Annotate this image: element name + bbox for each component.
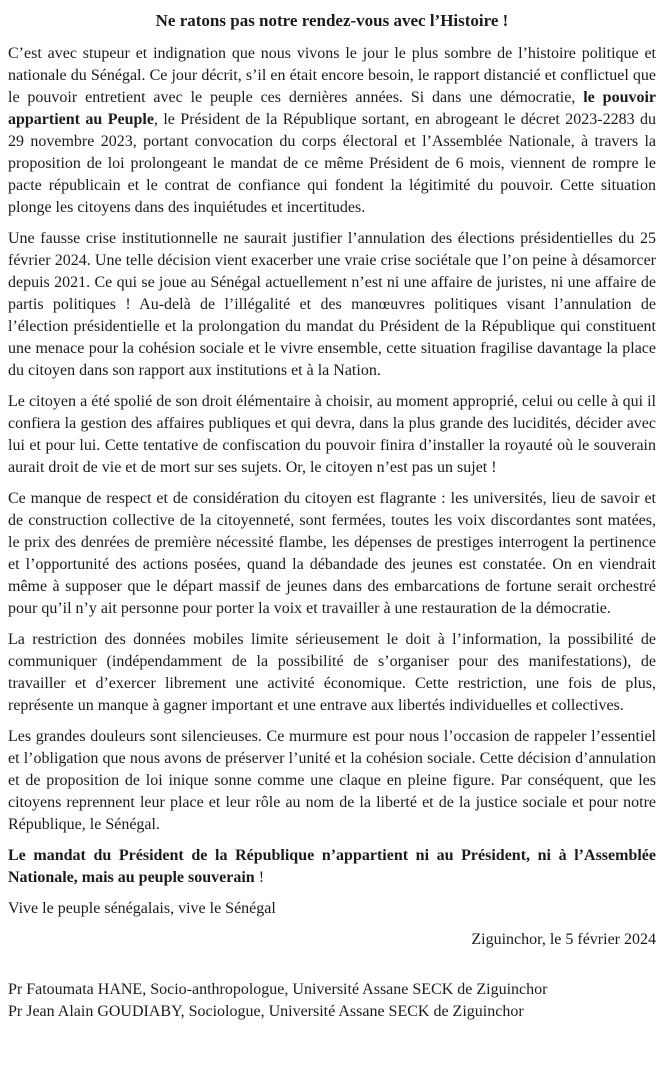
signature-line-1: Pr Fatoumata HANE, Socio-anthropologue, Université Assane SECK de Ziguinchor bbox=[8, 981, 548, 998]
bold-text-segment: Le mandat du Président de la République n’appartient ni au Président, ni à l’Assemblée Nationale, mais au peuple souverain bbox=[8, 847, 656, 886]
text-segment: Les grandes douleurs sont silencieuses. Ce murmure est pour nous l’occasion de rappeler l’essentiel et l’obligation que nous avons de préserver l’unité et la cohésion sociale. Cette décision d’annulation et de proposition de loi inique sonne comme une claque en pleine figure. Par conséquent, que les citoyens reprennent leur place et leur rôle au nom de la liberté et de la justice sociale et pour notre République, le Sénégal. bbox=[8, 728, 656, 833]
document-body bbox=[8, 43, 656, 889]
paragraph-7 bbox=[8, 845, 656, 889]
text-segment: Une fausse crise institutionnelle ne saurait justifier l’annulation des élections présidentielles du 25 février 2024. Une telle décision vient exacerber une vraie crise sociétale que l’on peine à désamorcer depuis 2021. Ce qui se joue au Sénégal actuellement n’est ni une affaire de juristes, ni une affaire de partis politiques ! Au-delà de l’illégalité et des manœuvres politiques visant l’annulation de l’élection présidentielle et la prolongation du mandat du Président de la République qui constituent une menace pour la cohésion sociale et le vivre ensemble, cette situation fragilise davantage la place du citoyen dans son rapport aux institutions et à la Nation. bbox=[8, 230, 656, 379]
signature-block bbox=[8, 979, 656, 1023]
document-title: Ne ratons pas notre rendez-vous avec l’Histoire ! bbox=[155, 11, 509, 30]
dateline: Ziguinchor, le 5 février 2024 bbox=[471, 931, 656, 948]
paragraph-5 bbox=[8, 629, 656, 717]
paragraph-3 bbox=[8, 391, 656, 479]
paragraph-6 bbox=[8, 726, 656, 836]
signature-line-2: Pr Jean Alain GOUDIABY, Sociologue, Université Assane SECK de Ziguinchor bbox=[8, 1003, 524, 1020]
closing-line: Vive le peuple sénégalais, vive le Sénégal bbox=[8, 900, 276, 917]
text-segment: La restriction des données mobiles limite sérieusement le doit à l’information, la possibilité de communiquer (indépendamment de la possibilité de s’organiser pour des manifestations), de travailler et d’exercer librement une activité économique. Cette restriction, une fois de plus, représente un manque à gagner important et une entrave aux libertés individuelles et collectives. bbox=[8, 631, 656, 714]
paragraph-1 bbox=[8, 43, 656, 219]
text-segment: ! bbox=[254, 869, 265, 886]
bold-text-segment: le pouvoir appartient au Peuple bbox=[8, 89, 657, 128]
text-segment: , le Président de la République sortant, en abrogeant le décret 2023-2283 du 29 novembre 2023, portant convocation du corps électoral et l’Assemblée Nationale, à travers la proposition de loi prolongeant le mandat de ce même Président de 6 mois, viennent de rompre le pacte républicain et le contrat de confiance qui fondent la légitimité du pouvoir. Cette situation plonge les citoyens dans des inquiétudes et incertitudes. bbox=[8, 111, 656, 216]
paragraph-2 bbox=[8, 228, 656, 382]
text-segment: C’est avec stupeur et indignation que nous vivons le jour le plus sombre de l’histoire politique et nationale du Sénégal. Ce jour décrit, s’il en était encore besoin, le rapport distancié et conflictuel que le pouvoir entretient avec le peuple ces dernières années. Si dans une démocratie, bbox=[8, 45, 656, 106]
text-segment: Le citoyen a été spolié de son droit élémentaire à choisir, au moment approprié, celui ou celle à qui il confiera la gestion des affaires publiques et qui devra, dans la plus grande des lucidités, décider avec lui et pour lui. Cette tentative de confiscation du pouvoir finira d’installer la royauté où le souverain aurait droit de vie et de mort sur ses sujets. Or, le citoyen n’est pas un sujet ! bbox=[8, 393, 656, 476]
paragraph-4 bbox=[8, 488, 656, 620]
text-segment: Ce manque de respect et de considération du citoyen est flagrante : les universités, lieu de savoir et de construction collective de la citoyenneté, sont fermées, toutes les voix discordantes sont matées, le prix des denrées de première nécessité flambe, les dépenses de prestiges interrogent la pertinence et l’opportunité des actions posées, quand la débandade des jeunes est constatée. On en viendrait même à supposer que le départ massif de jeunes dans des embarcations de fortune serait orchestré pour qu’il n’y ait personne pour porter la voix et travailler à une restauration de la démocratie. bbox=[8, 490, 656, 617]
